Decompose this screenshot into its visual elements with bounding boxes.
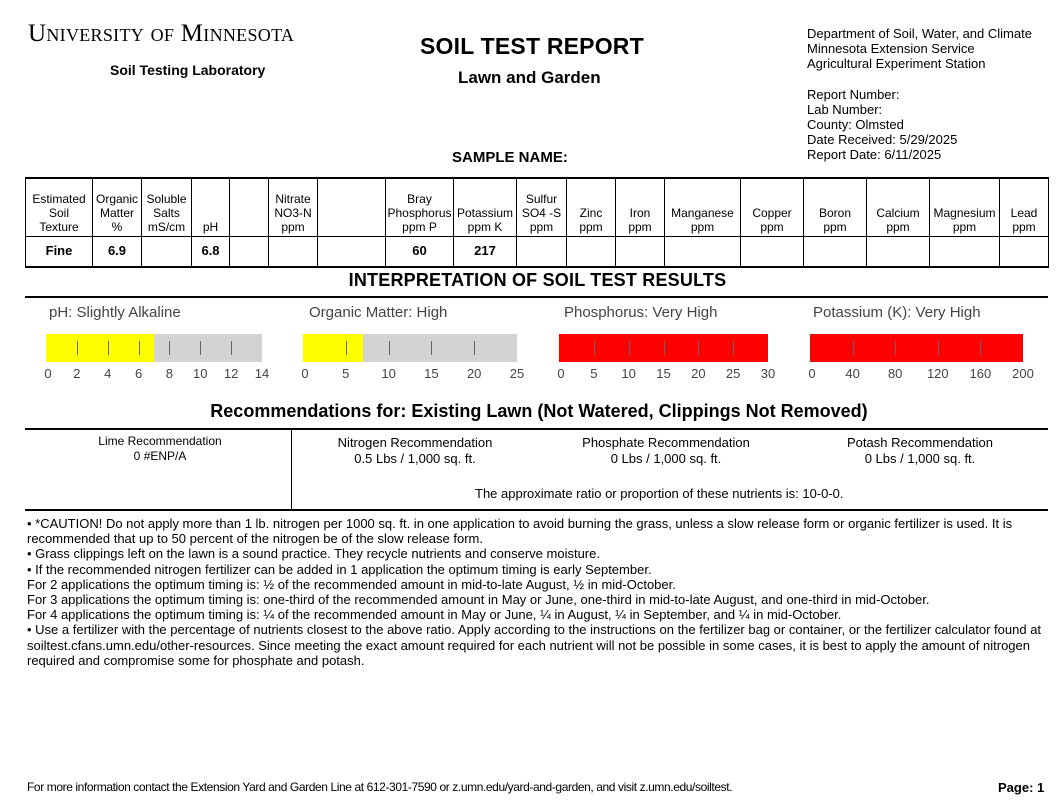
gauge-tick	[139, 341, 140, 355]
gauge-tick-label: 40	[845, 366, 860, 381]
header-line: ppm	[579, 219, 603, 234]
divider	[25, 428, 1048, 430]
gauge-tick-label: 0	[557, 366, 565, 381]
gauge-tick-label: 0	[808, 366, 816, 381]
gauge-tick-label: 5	[342, 366, 350, 381]
lime-label: Lime Recommendation	[98, 434, 222, 448]
table-cell	[269, 236, 318, 267]
note: • Use a fertilizer with the percentage of nutrients closest to the above ratio. Apply according to the instructions on the fertilizer bag or container, or the fertilizer calculator found at soiltest.cfans.umn.edu/other-resources. Since meeting the exact amount required for each nutrient will not be possible in some cases, it is best to apply the amount of nitrogen required and compromise some for phosphate and potash.	[27, 622, 1042, 668]
department-line: Agricultural Experiment Station	[807, 56, 986, 71]
report-subtitle: Lawn and Garden	[458, 68, 601, 87]
gauge-tick	[431, 341, 432, 355]
note: • If the recommended nitrogen fertilizer can be added in 1 application the optimum timing is early September.	[27, 561, 652, 577]
gauge-tick-label: 4	[104, 366, 112, 381]
table-cell	[142, 236, 192, 267]
table-cell	[318, 236, 386, 267]
table-header-cell	[386, 178, 454, 236]
gauge-tick-label: 20	[691, 366, 706, 381]
table-cell: 217	[454, 236, 517, 267]
gauge-tick-label: 25	[509, 366, 525, 381]
header-line: Sulfur	[525, 191, 558, 206]
header-line: Soluble	[146, 191, 187, 206]
gauge-tick-label: 8	[165, 366, 174, 381]
gauge-label: pH: Slightly Alkaline	[49, 304, 181, 321]
report-title: SOIL TEST REPORT	[420, 33, 644, 59]
gauge-tick	[77, 341, 78, 355]
gauge-tick-label: 120	[926, 366, 949, 381]
gauge-tick-label: 0	[44, 366, 52, 381]
potash-recommendation	[820, 435, 1020, 467]
table-header-cell	[867, 178, 930, 236]
table-cell	[1000, 236, 1049, 267]
gauge-tick	[698, 341, 699, 355]
gauge-tick-label: 10	[193, 366, 208, 381]
report-date: Report Date: 6/11/2025	[807, 147, 942, 162]
table-header-cell	[804, 178, 867, 236]
gauge-tick-label: 5	[590, 366, 598, 381]
gauge-label: Potassium (K): Very High	[813, 304, 981, 321]
gauge-tick-label: 2	[73, 366, 81, 381]
note: • Grass clippings left on the lawn is a sound practice. They recycle nutrients and conserve moisture.	[27, 546, 600, 562]
table-header-cell	[616, 178, 665, 236]
gauge-tick	[594, 341, 595, 355]
table-header-cell	[192, 178, 230, 236]
gauge-tick-label: 25	[725, 366, 741, 381]
header-line: Lead	[1010, 205, 1038, 220]
nutrient-ratio: The approximate ratio or proportion of these nutrients is: 10-0-0.	[475, 486, 844, 501]
footer-contact: For more information contact the Extension Yard and Garden Line at 612-301-7590 or z.umn.edu/yard-and-garden, and visit z.umn.edu/soiltest.	[27, 780, 733, 794]
gauge-tick-label: 12	[223, 366, 239, 381]
header-line: Organic	[95, 191, 139, 206]
gauge-tick-label: 6	[134, 366, 143, 381]
gauge-tick	[980, 341, 981, 355]
gauge-tick-label: 80	[887, 366, 903, 381]
soil-test-results-table	[25, 177, 1049, 268]
note: For 3 applications the optimum timing is: one-third of the recommended amount in May or June, one-third in mid-to-late August, and one-third in mid-October.	[27, 592, 930, 608]
table-cell	[517, 236, 567, 267]
department-block	[807, 26, 1032, 71]
lab-name: Soil Testing Laboratory	[110, 62, 266, 78]
table-header-cell	[230, 178, 269, 236]
table-value-row	[26, 236, 1049, 267]
header-line: Texture	[39, 219, 79, 234]
header-line: Salts	[153, 205, 180, 220]
gauge-tick-label: 10	[621, 366, 636, 381]
gauge-tick	[629, 341, 630, 355]
header-line: Phosphorus	[387, 205, 452, 220]
gauge-tick	[231, 341, 232, 355]
header-line: Zinc	[579, 205, 603, 220]
gauge-tick-label: 14	[254, 366, 270, 381]
recommendations-title: Recommendations for: Existing Lawn (Not Watered, Clippings Not Removed)	[210, 401, 868, 421]
header-line: ppm	[690, 219, 715, 234]
county: County: Olmsted	[807, 117, 904, 132]
header-line: Matter	[99, 205, 134, 220]
table-cell: Fine	[26, 236, 93, 267]
gauge-bar	[559, 334, 768, 362]
header-line: Copper	[752, 205, 792, 220]
table-cell	[230, 236, 269, 267]
sample-name-label: SAMPLE NAME:	[452, 149, 568, 166]
gauge-tick	[853, 341, 854, 355]
header-line: ppm	[952, 219, 977, 234]
header-line: Potassium	[456, 205, 514, 220]
header-line: Bray	[407, 191, 432, 206]
lime-recommendation	[70, 434, 250, 464]
table-header-cell	[665, 178, 741, 236]
lime-value: 0 #ENP/A	[133, 449, 187, 463]
header-line	[231, 220, 267, 234]
gauge-tick-label: 10	[381, 366, 396, 381]
header-line: Soil	[48, 205, 69, 220]
header-line: Calcium	[876, 205, 920, 220]
gauge-tick	[200, 341, 201, 355]
table-header-cell	[26, 178, 93, 236]
header-line: Magnesium	[933, 205, 996, 220]
potash-label: Potash Recommendation	[847, 435, 993, 450]
header-line: Boron	[818, 205, 852, 220]
header-line: mS/cm	[147, 219, 186, 234]
header-line: ppm	[529, 219, 554, 234]
phosphate-recommendation	[566, 435, 766, 467]
header-line: Estimated	[32, 191, 86, 206]
header-line: NO3-N	[274, 205, 312, 220]
note: • *CAUTION! Do not apply more than 1 lb. nitrogen per 1000 sq. ft. in one application to avoid burning the grass, unless a slow release form or organic fertilizer is used. It is recommended that up to 50 percent of the nitrogen be of the slow release form.	[27, 516, 1013, 547]
table-header-cell	[93, 178, 142, 236]
table-cell	[665, 236, 741, 267]
university-logo: University of Minnesota	[28, 20, 295, 47]
report-number: Report Number:	[807, 87, 900, 102]
table-header-cell	[567, 178, 616, 236]
gauge-label: Phosphorus: Very High	[564, 304, 718, 321]
gauge-fill	[810, 334, 1023, 362]
table-cell	[567, 236, 616, 267]
header-line: SO4 -S	[521, 205, 562, 220]
gauge-tick	[169, 341, 170, 355]
date-received: Date Received: 5/29/2025	[807, 132, 958, 147]
gauge-tick-label: 20	[466, 366, 482, 381]
potash-value: 0 Lbs / 1,000 sq. ft.	[864, 451, 976, 466]
department-line: Department of Soil, Water, and Climate	[807, 26, 1032, 41]
gauge-tick	[733, 341, 734, 355]
gauge-bar	[46, 334, 262, 362]
header-line: ppm P	[402, 219, 437, 234]
table-cell	[804, 236, 867, 267]
gauge-tick	[474, 341, 475, 355]
table-header-row	[26, 178, 1049, 236]
table-header-cell	[318, 178, 386, 236]
header-line: Manganese	[671, 205, 734, 220]
table-header-cell	[517, 178, 567, 236]
interpretation-title: INTERPRETATION OF SOIL TEST RESULTS	[348, 270, 727, 290]
gauge-tick-label: 15	[424, 366, 439, 381]
gauge-label: Organic Matter: High	[309, 304, 448, 321]
gauge-tick-label: 200	[1012, 366, 1034, 381]
gauge-fill	[303, 334, 363, 362]
table-header-cell	[930, 178, 1000, 236]
gauge-tick-label: 30	[760, 366, 776, 381]
gauge-tick	[108, 341, 109, 355]
notes	[27, 516, 1047, 668]
gauge-tick-label: 160	[969, 366, 992, 381]
table-header-cell	[1000, 178, 1049, 236]
header-line: %	[111, 219, 123, 234]
department-line: Minnesota Extension Service	[807, 41, 975, 56]
gauge-tick-label: 0	[301, 366, 309, 381]
header-line: ppm K	[467, 219, 503, 234]
gauge-tick	[346, 341, 347, 355]
header-line: ppm	[1012, 219, 1036, 234]
table-header-cell	[142, 178, 192, 236]
gauge-bar	[303, 334, 517, 362]
gauge-tick	[389, 341, 390, 355]
divider	[25, 296, 1048, 298]
gauge-tick	[895, 341, 896, 355]
header-line: ppm	[886, 219, 910, 234]
header-line: ppm	[823, 219, 847, 234]
table-cell: 6.9	[93, 236, 142, 267]
header-line: Nitrate	[275, 191, 311, 206]
phosphate-label: Phosphate Recommendation	[582, 435, 750, 450]
table-header-cell	[741, 178, 804, 236]
nitrogen-value: 0.5 Lbs / 1,000 sq. ft.	[354, 451, 476, 466]
header-line: ppm	[628, 219, 652, 234]
gauge-tick	[938, 341, 939, 355]
header-line: Iron	[629, 205, 651, 220]
header-line	[319, 220, 384, 234]
note: For 2 applications the optimum timing is: ½ of the recommended amount in mid-to-late August, ½ in mid-October.	[27, 576, 676, 592]
header-line: ppm	[760, 219, 784, 234]
header-line: ppm	[281, 219, 305, 234]
table-cell	[930, 236, 1000, 267]
nitrogen-label: Nitrogen Recommendation	[337, 435, 493, 450]
table-cell	[616, 236, 665, 267]
nitrogen-recommendation	[315, 435, 515, 467]
table-header-cell	[454, 178, 517, 236]
phosphate-value: 0 Lbs / 1,000 sq. ft.	[610, 451, 722, 466]
gauge-tick-label: 15	[656, 366, 671, 381]
table-cell	[867, 236, 930, 267]
report-meta	[807, 87, 957, 162]
header-line: pH	[202, 219, 219, 234]
table-cell: 60	[386, 236, 454, 267]
table-header-cell	[269, 178, 318, 236]
divider	[291, 430, 292, 509]
table-cell	[741, 236, 804, 267]
lab-number: Lab Number:	[807, 102, 883, 117]
page-number: Page: 1	[998, 780, 1045, 795]
note: For 4 applications the optimum timing is: ¼ of the recommended amount in May or June, ¼ in August, ¼ in September, and ¼ in mid-October.	[27, 607, 842, 623]
gauge-bar	[810, 334, 1023, 362]
gauge-tick	[664, 341, 665, 355]
divider	[25, 509, 1048, 511]
table-cell: 6.8	[192, 236, 230, 267]
